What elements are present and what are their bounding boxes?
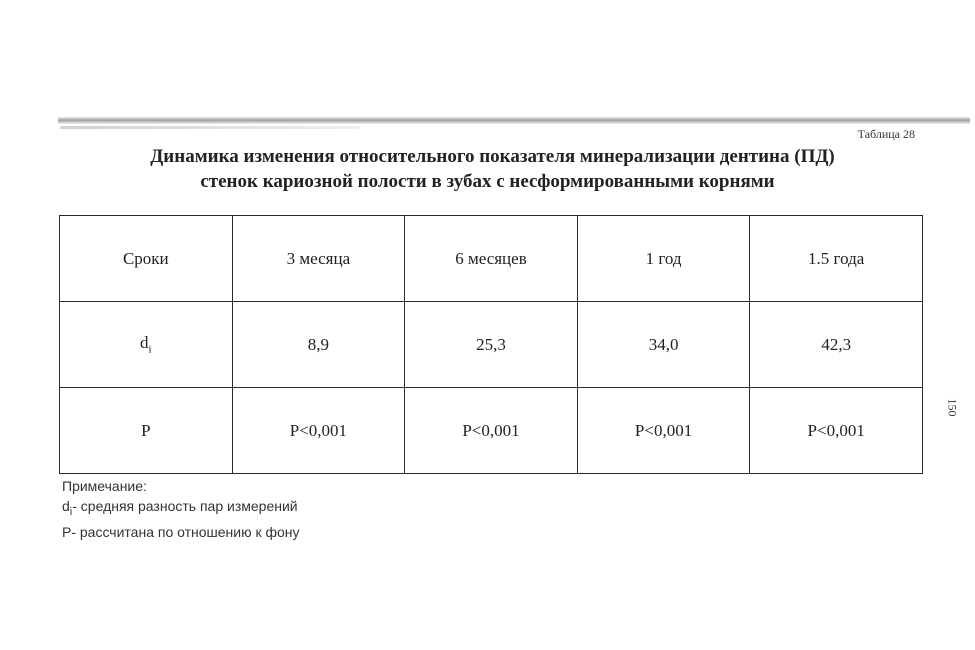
table-number-label: Таблица 28 xyxy=(857,127,915,141)
cell-di-1-year: 34,0 xyxy=(577,302,750,388)
title-line-1: Динамика изменения относительного показателя минерализации дентина (ПД) xyxy=(150,146,835,167)
data-table xyxy=(59,215,923,474)
cell-di-1-5-years: 42,3 xyxy=(750,302,923,388)
cell-p-1-5-years: P<0,001 xyxy=(750,388,923,474)
cell-p-6-months: P<0,001 xyxy=(405,388,578,474)
cell-di-6-months: 25,3 xyxy=(405,302,578,388)
cell-p-1-year: P<0,001 xyxy=(577,388,750,474)
note-di-symbol: d xyxy=(62,498,70,514)
scan-rule-line xyxy=(58,117,970,124)
header-cell-3-months: 3 месяца xyxy=(232,216,405,302)
note-di-subscript: i xyxy=(69,505,73,518)
table-title xyxy=(0,144,975,194)
table-row-p xyxy=(60,388,923,474)
header-cell-1-year: 1 год xyxy=(577,216,750,302)
scan-rule-line-secondary xyxy=(60,126,360,129)
note-p: P- рассчитана по отношению к фону xyxy=(62,523,300,540)
cell-di-3-months: 8,9 xyxy=(232,302,405,388)
table-header-row xyxy=(60,216,923,302)
row-label-di-symbol: d xyxy=(140,333,149,353)
cell-p-3-months: P<0,001 xyxy=(232,388,405,474)
note-di xyxy=(62,496,300,522)
row-label-p: P xyxy=(60,388,233,474)
header-cell-period: Сроки xyxy=(60,216,233,302)
note-di-text: - средняя разность пар измерений xyxy=(72,498,298,514)
header-cell-1-5-years: 1.5 года xyxy=(750,216,923,302)
table-notes xyxy=(62,476,300,542)
table-row-di xyxy=(60,302,923,388)
page-number: 150 xyxy=(945,398,960,417)
row-label-di xyxy=(60,302,233,388)
title-line-2: стенок кариозной полости в зубах с несформированными корнями xyxy=(200,171,775,192)
row-label-di-subscript: i xyxy=(148,343,152,356)
notes-heading: Примечание: xyxy=(62,478,147,494)
header-cell-6-months: 6 месяцев xyxy=(405,216,578,302)
